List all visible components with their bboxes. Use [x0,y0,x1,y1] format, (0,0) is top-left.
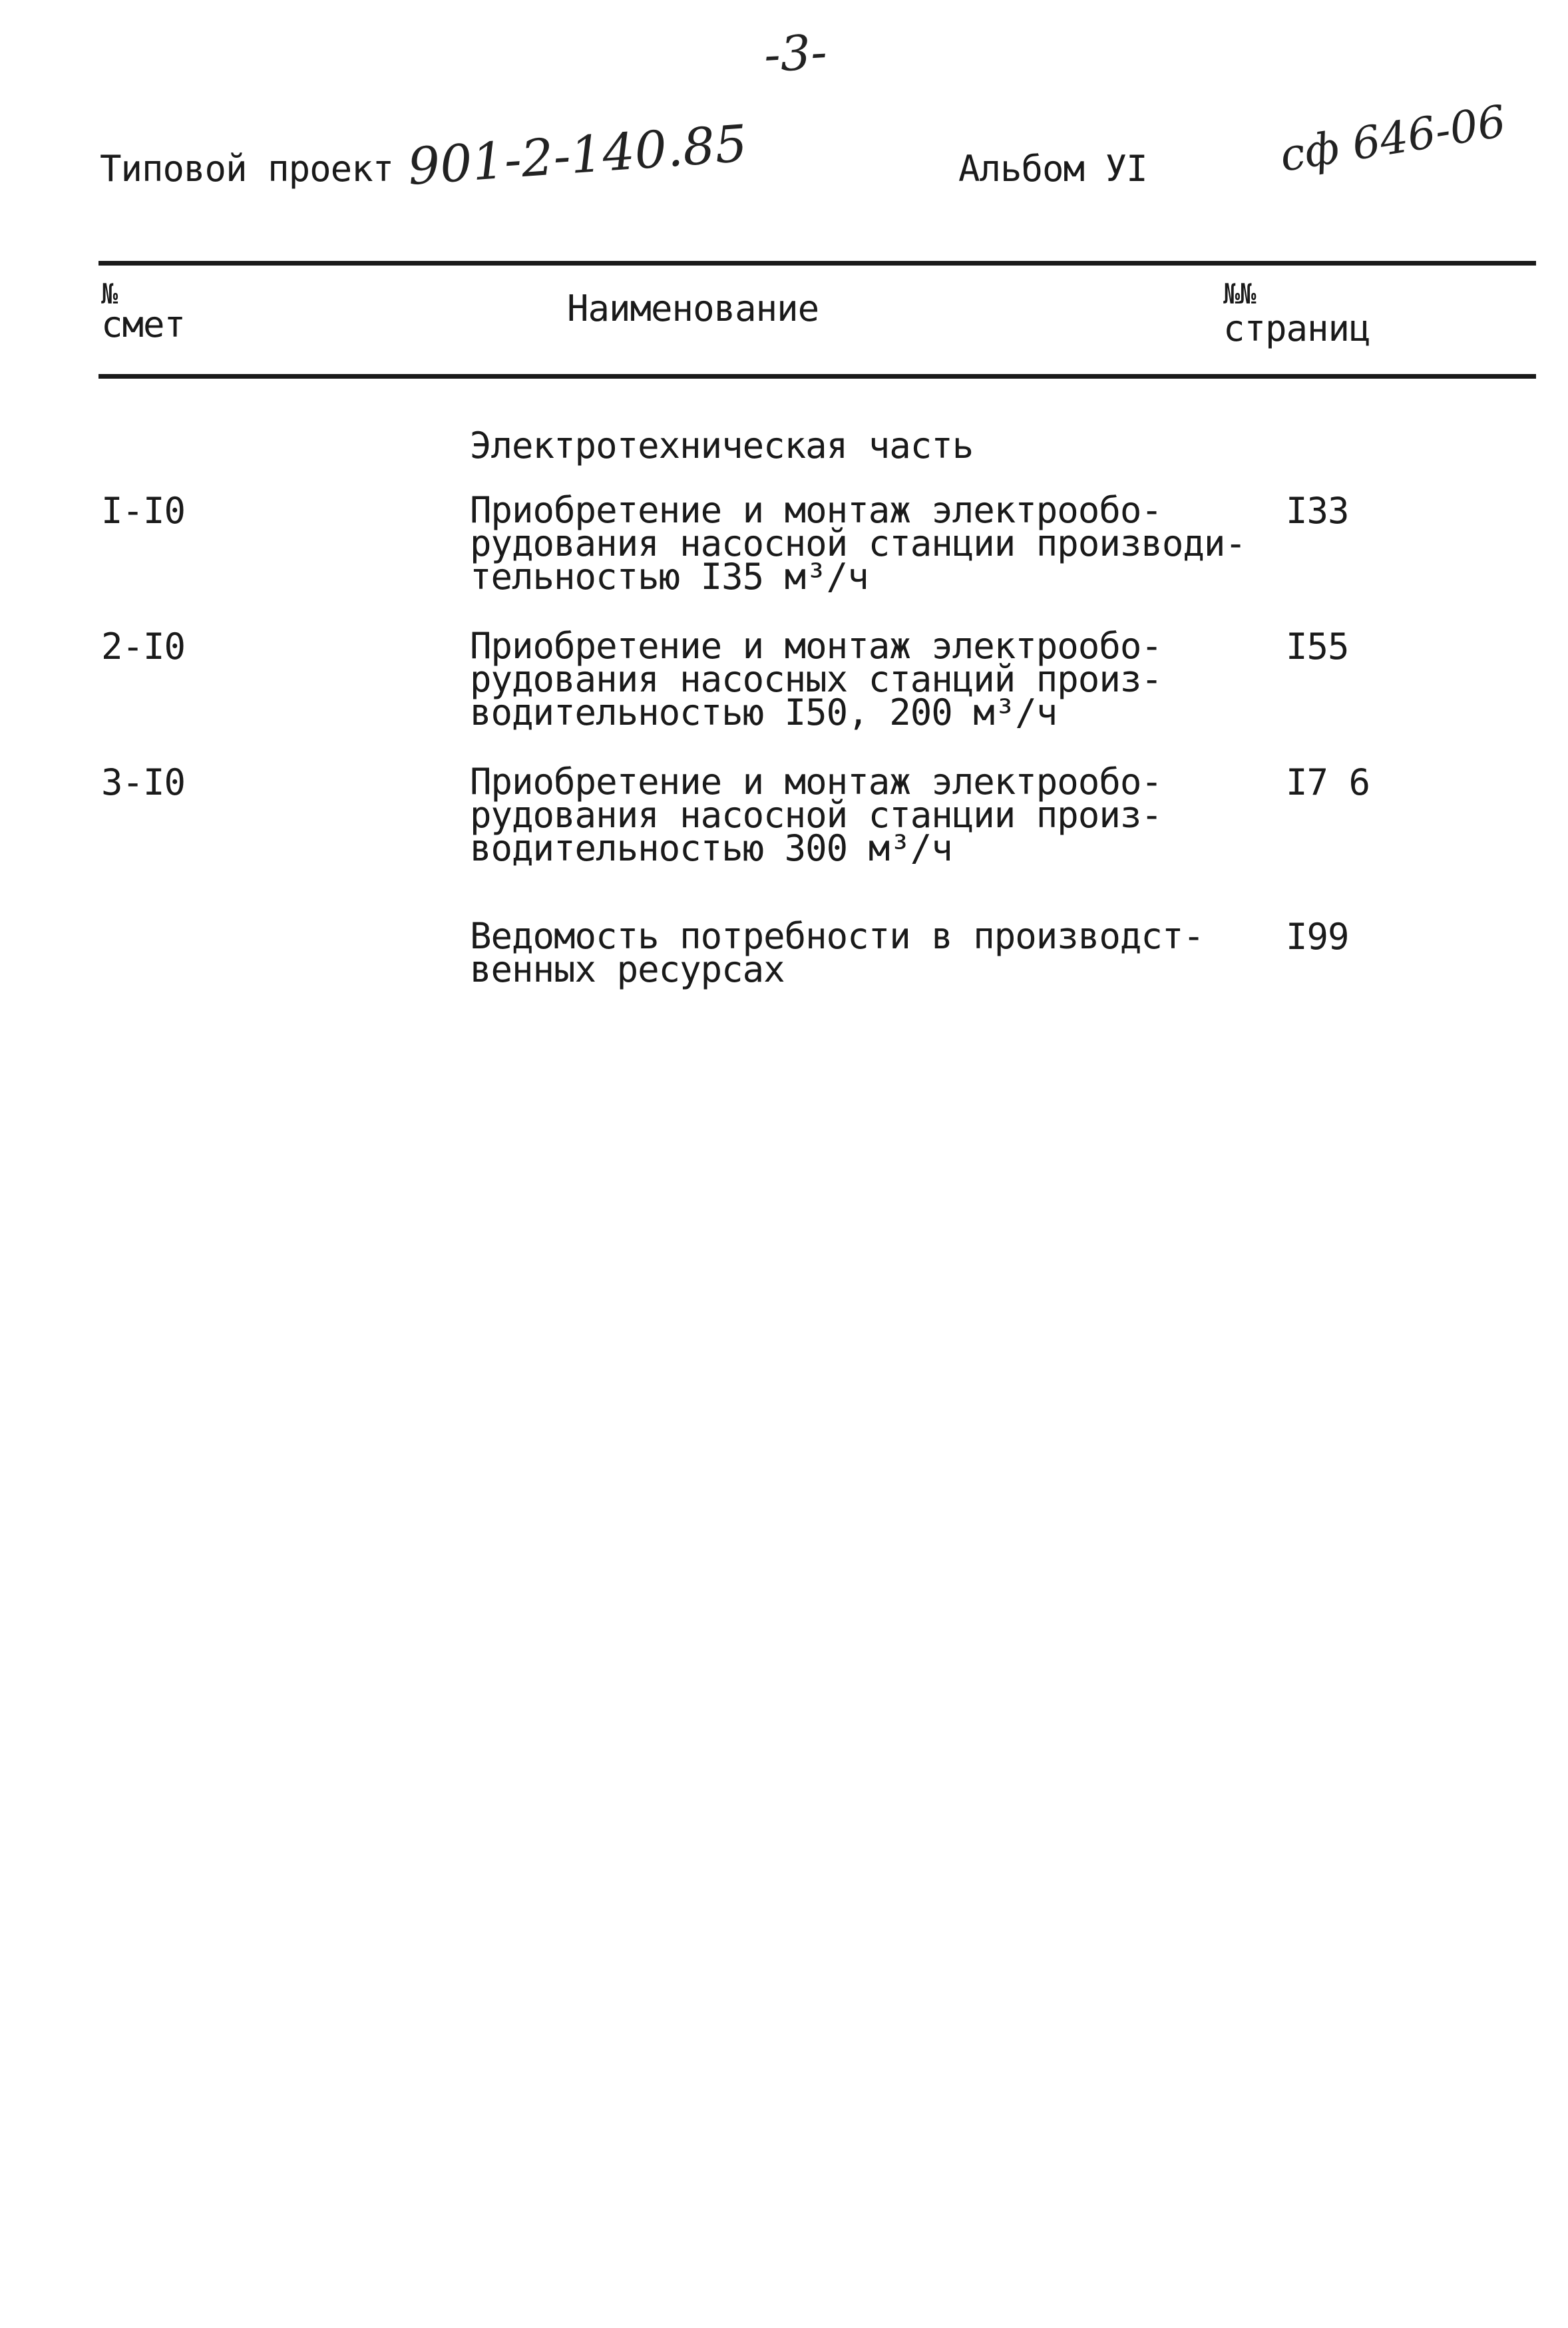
estimate-number: I-I0 [101,490,186,532]
description-line: рудования насосной станции произ- [470,794,1162,836]
table-top-rule [98,261,1536,266]
section-title: Электротехническая часть [470,425,974,467]
description-line: Приобретение и монтаж электрообо- [470,489,1162,531]
page-reference: I99 [1286,916,1349,958]
estimate-description [470,489,1246,598]
column-pages-mark: №№ [1223,278,1256,310]
estimate-number: 3-I0 [101,761,186,803]
album-label: Альбом УI [958,148,1147,190]
page-number: -3- [762,23,829,83]
column-name-header: Наименование [567,288,819,329]
description-line: рудования насосных станций произ- [470,658,1162,700]
header-label: Типовой проект [100,148,394,190]
description-line: рудования насосной станции производи- [470,522,1246,564]
description-line: Приобретение и монтаж электрообо- [470,625,1162,667]
column-number-header: смет [101,303,186,345]
description-line: венных ресурсах [470,948,785,990]
table-header-rule [98,374,1536,379]
column-pages-header: страниц [1223,307,1370,349]
description-line: Ведомость потребности в производст- [470,915,1204,957]
page-reference: I55 [1286,626,1349,668]
project-number: 901-2-140.85 [405,113,749,196]
estimate-description [470,625,1162,733]
page-reference: I33 [1286,490,1349,532]
description-line: водительностью 300 м³/ч [470,827,952,869]
page-reference: I7 6 [1286,761,1370,803]
description-line: тельностью I35 м³/ч [470,556,869,598]
column-number-mark: № [101,278,118,310]
estimate-description [470,915,1204,990]
description-line: водительностью I50, 200 м³/ч [470,691,1058,733]
estimate-number: 2-I0 [101,626,186,668]
description-line: Приобретение и монтаж электрообо- [470,761,1162,803]
estimate-description [470,761,1162,869]
archive-code: сф 646-06 [1276,95,1509,182]
